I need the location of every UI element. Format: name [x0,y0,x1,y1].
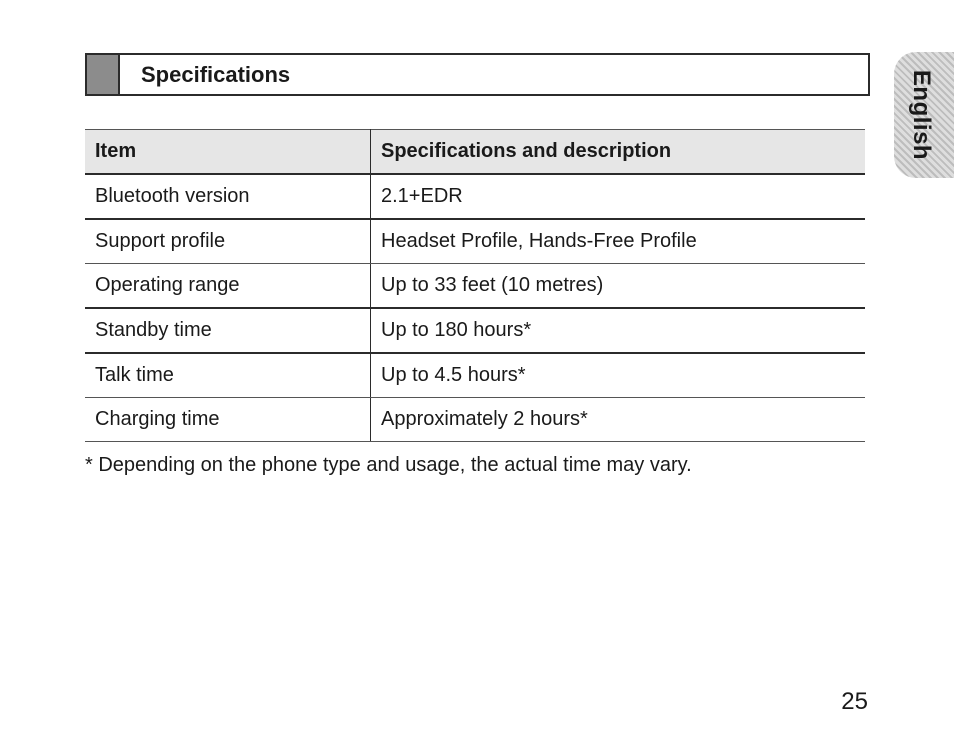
section-marker [87,55,120,94]
section-title: Specifications [141,62,291,87]
row-item: Charging time [85,398,371,442]
row-item: Standby time [85,308,371,353]
row-value: Up to 33 feet (10 metres) [371,264,866,309]
table-row [85,264,865,309]
row-value: Approximately 2 hours* [371,398,866,442]
row-value: Up to 180 hours* [371,308,866,353]
column-header-item: Item [85,130,371,175]
table-row [85,219,865,264]
footnote: * Depending on the phone type and usage, the actual time may vary. [85,454,692,476]
row-item: Operating range [85,264,371,309]
table-row [85,308,865,353]
table-row [85,353,865,398]
table-header-row [85,130,865,175]
table-row [85,174,865,219]
column-header-description: Specifications and description [371,130,866,175]
language-tab-label: English [908,69,935,161]
row-item: Bluetooth version [85,174,371,219]
row-value: Up to 4.5 hours* [371,353,866,398]
specifications-table [85,129,865,442]
table-row [85,398,865,442]
row-value: Headset Profile, Hands-Free Profile [371,219,866,264]
row-item: Talk time [85,353,371,398]
row-item: Support profile [85,219,371,264]
page-number: 25 [841,688,868,715]
row-value: 2.1+EDR [371,174,866,219]
section-header [85,53,870,96]
